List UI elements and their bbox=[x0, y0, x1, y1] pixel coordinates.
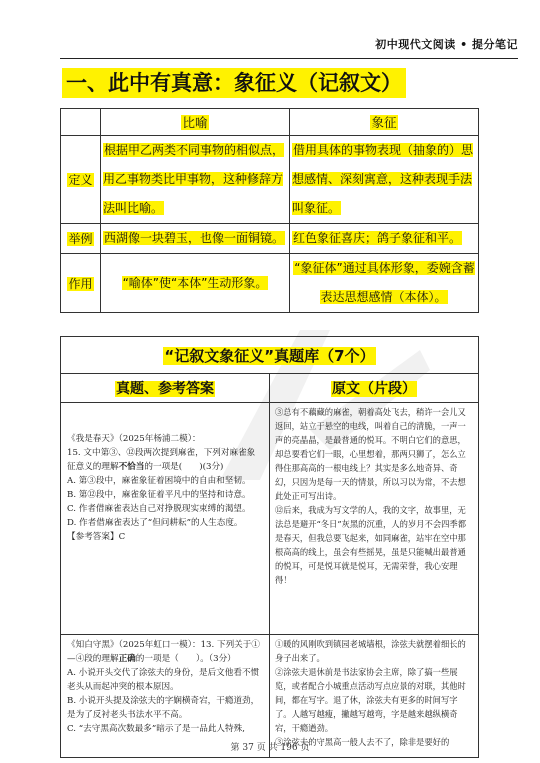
row-label-definition: 定义 bbox=[61, 136, 101, 224]
source-paragraph: ②涂弦夫退休前是书法家协会主席，除了搞一些展览，或者配合小城重点活动写点应景的对联，其他时间，都在写字。退了休，涂弦夫有更多的时间写字了。人越写越瘦，撇越写越弯，字是越来越纵横奇宕，干瘾遒劲。 bbox=[275, 667, 466, 733]
row-label-function: 作用 bbox=[61, 254, 101, 313]
question-source: 《我是春天》（2025年杨浦二模）： bbox=[67, 434, 201, 444]
corner-cell bbox=[61, 109, 101, 136]
option-c: C. “去守黑高次数最多”暗示了是一品此人特殊, bbox=[67, 724, 245, 734]
cell-symbol-function: “象征体”通过具体形象，委婉含蓄表达思想感情（本体）。 bbox=[290, 254, 479, 313]
option-b: B. 小说开头提及涂弦夫的字娴横奇宕，干瘾道劲，是为了反衬老头书法水平不高。 bbox=[67, 696, 260, 720]
cell-metaphor-definition: 根据甲乙两类不同事物的相似点，用乙事物类比甲事物，这种修辞方法叫比喻。 bbox=[101, 136, 290, 224]
column-header-source-text: 原文（片段） bbox=[270, 374, 479, 403]
question-cell-1 bbox=[61, 403, 270, 635]
section-title: 一、此中有真意：象征义（记叙文） bbox=[62, 68, 406, 98]
row-label-example: 举例 bbox=[61, 224, 101, 254]
option-a: A. 小说开头交代了涂弦夫的身份，是后文他看不惯老头从而起冲突的根本原因。 bbox=[67, 668, 260, 692]
question-bank-table bbox=[60, 336, 479, 758]
option-c: C. 作者借麻雀表达自己对挣脱现实束缚的渴望。 bbox=[67, 504, 251, 514]
column-header-symbol: 象征 bbox=[290, 109, 479, 136]
cell-metaphor-example: 西湖像一块碧玉，也像一面铜镜。 bbox=[101, 224, 290, 254]
source-paragraph: ⑫后来，我成为写文学的人，我的文字，故事里，无法总是避开“冬日”灰黑的沉重，人的岁月不会四季都是春天，但我总要飞起来，如同麻雀，站牢在空中那根高高的线上，虽会有些摇晃，虽是只能喊出最普通的悦耳，可是悦耳就是悦耳，无需荣誉，我心安理得！ bbox=[275, 505, 467, 585]
question-bank-title: “记叙文象征义”真题库（7个） bbox=[61, 337, 479, 374]
column-header-questions: 真题、参考答案 bbox=[61, 374, 270, 403]
source-paragraph: ①暖的风刚吹到镇园老城墙根，涂弦夫就摆着细长的身子出来了。 bbox=[275, 639, 466, 663]
option-b: B. 第⑫段中，麻雀象征着平凡中的坚持和诗意。 bbox=[67, 490, 251, 500]
header-divider bbox=[60, 58, 518, 59]
option-a: A. 第③段中，麻雀象征着困境中的自由和坚韧。 bbox=[67, 476, 251, 486]
option-d: D. 作者借麻雀表达了“但问耕耘”的人生态度。 bbox=[67, 518, 243, 528]
question-stem: 15. 文中第③、⑫段两次提到麻雀，下列对麻雀象征意义的理解不恰当的一项是( )(3分) bbox=[67, 448, 256, 472]
answer-key: 【参考答案】C bbox=[67, 532, 126, 542]
source-paragraph: ③总有不藕藏的麻雀，朝着高处飞去，稍许一会儿又返回，站立于悬空的电线，叫着自己的清脆，一声一声的亮晶晶，是最普通的悦耳。不明白它们的意思，却总要看它们一眼，心里想着，那两只狮了，怎么立得住那高高的一根电线上？其实是多么地奇异、奇幻，只因为是每一天的情景，所以习以为常，不去想此处正可写出诗。 bbox=[275, 407, 466, 501]
source-text-cell-1 bbox=[270, 403, 479, 635]
page-header: 初中现代文阅读 • 提分笔记 bbox=[375, 38, 518, 51]
question-stem: 《知白守黑》（2025年虹口一模）：13. 下列关于①—④段的理解正确的一项是（ ）。（3分） bbox=[67, 640, 260, 664]
column-header-metaphor: 比喻 bbox=[101, 109, 290, 136]
cell-symbol-example: 红色象征喜庆；鸽子象征和平。 bbox=[290, 224, 479, 254]
comparison-table bbox=[60, 108, 479, 313]
source-paragraph: ③涂弦夫的守黑高一般人去不了，除非是要好的 bbox=[275, 737, 450, 747]
cell-metaphor-function: “喻体”使“本体”生动形象。 bbox=[101, 254, 290, 313]
cell-symbol-definition: 借用具体的事物表现（抽象的）思想感情、深刻寓意，这种表现手法叫象征。 bbox=[290, 136, 479, 224]
page-number: 第 37 页 共 196 页 bbox=[230, 743, 310, 753]
